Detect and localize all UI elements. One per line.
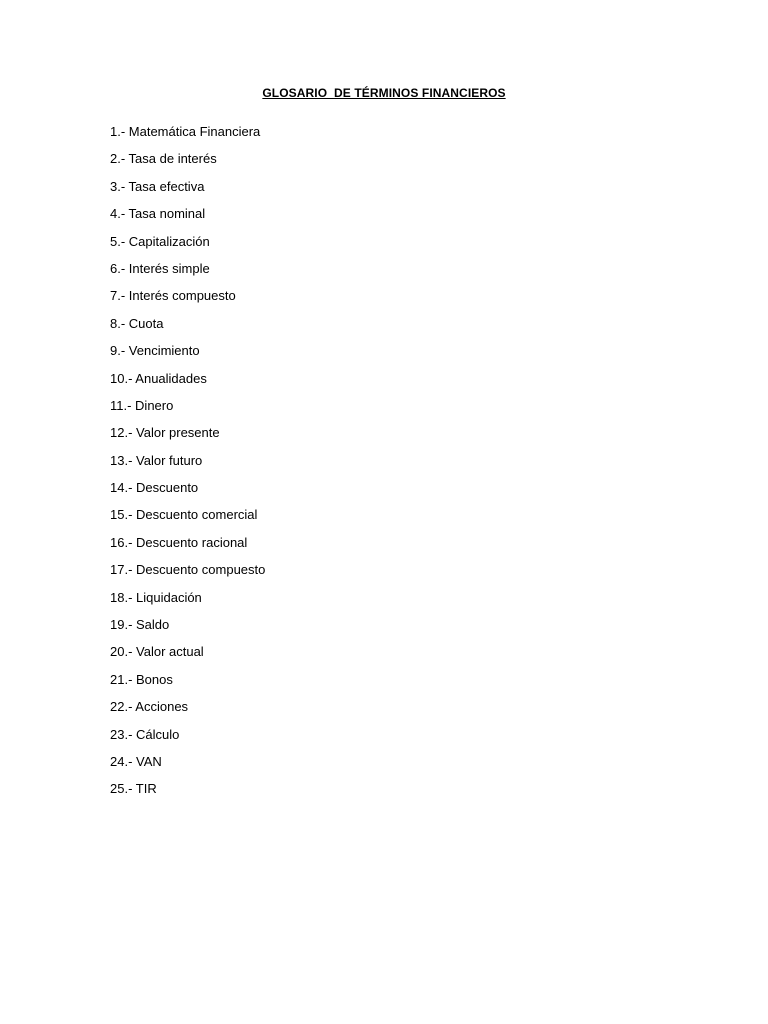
document-title: GLOSARIO DE TÉRMINOS FINANCIEROS (262, 86, 506, 100)
list-item: 16.- Descuento racional (110, 534, 248, 550)
list-item: 9.- Vencimiento (110, 343, 200, 359)
list-item: 18.- Liquidación (110, 589, 202, 605)
list-item: 21.- Bonos (110, 671, 173, 687)
list-item: 20.- Valor actual (110, 644, 204, 660)
list-item: 4.- Tasa nominal (110, 206, 206, 222)
list-item: 6.- Interés simple (110, 260, 210, 276)
list-item: 25.- TIR (110, 781, 157, 797)
list-item: 5.- Capitalización (110, 233, 210, 249)
list-item: 24.- VAN (110, 753, 162, 769)
terms-list (110, 124, 265, 809)
list-item: 15.- Descuento comercial (110, 507, 258, 523)
list-item: 17.- Descuento compuesto (110, 562, 266, 578)
list-item: 19.- Saldo (110, 617, 170, 633)
list-item: 10.- Anualidades (110, 370, 207, 386)
list-item: 13.- Valor futuro (110, 452, 203, 468)
list-item: 2.- Tasa de interés (110, 151, 217, 167)
list-item: 8.- Cuota (110, 315, 164, 331)
list-item: 22.- Acciones (110, 699, 189, 715)
list-item: 1.- Matemática Financiera (110, 124, 261, 139)
list-item: 23.- Cálculo (110, 726, 180, 742)
list-item: 11.- Dinero (110, 397, 174, 413)
list-item: 14.- Descuento (110, 480, 199, 496)
list-item: 3.- Tasa efectiva (110, 178, 205, 194)
list-item: 12.- Valor presente (110, 425, 220, 441)
list-item: 7.- Interés compuesto (110, 288, 236, 304)
